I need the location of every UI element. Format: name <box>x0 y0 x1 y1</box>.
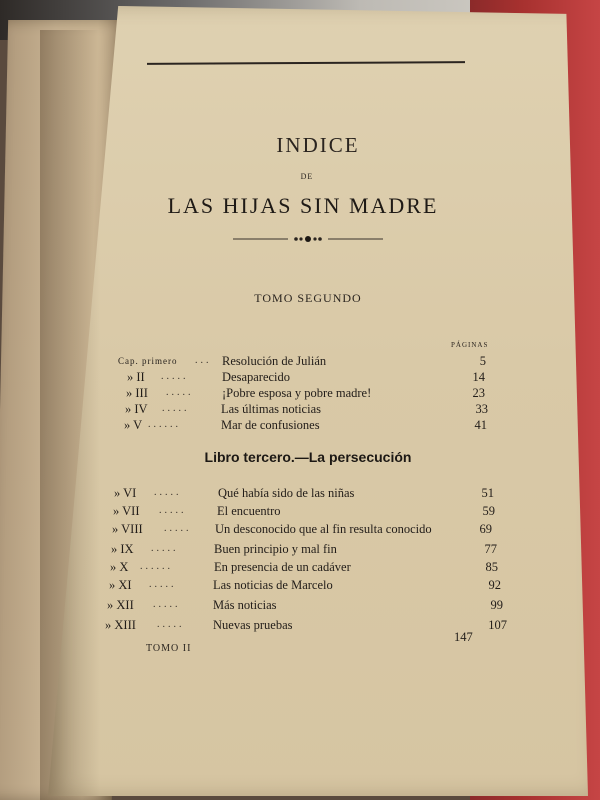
chapter-title: Más noticias <box>213 598 277 612</box>
chapter-label: » VIII <box>112 522 143 536</box>
toc-row <box>105 616 509 634</box>
book-title: LAS HIJAS SIN MADRE <box>167 193 439 218</box>
chapter-title: Las noticias de Marcelo <box>213 578 333 592</box>
footer-page-number: 147 <box>454 630 473 644</box>
leader-dots: ..... <box>159 505 187 516</box>
page-number: 33 <box>475 402 488 416</box>
chapter-label: » II <box>127 370 145 384</box>
leader-dots: ..... <box>153 599 181 610</box>
toc-row <box>124 416 496 434</box>
leader-dots: ...... <box>148 419 181 430</box>
chapter-label: » VI <box>114 486 137 500</box>
footer-volume: TOMO II <box>146 643 192 654</box>
chapter-title: Qué había sido de las niñas <box>218 486 355 500</box>
page-number: 5 <box>479 354 486 368</box>
chapter-label: » IV <box>125 402 148 416</box>
page-number: 107 <box>488 618 507 632</box>
leader-dots: ..... <box>166 387 194 398</box>
page-number: 99 <box>490 598 503 612</box>
leader-dots: ...... <box>140 561 173 572</box>
chapter-title: ¡Pobre esposa y pobre madre! <box>222 386 372 400</box>
chapter-title: Mar de confusiones <box>221 418 320 432</box>
toc-row <box>114 484 504 502</box>
toc-row <box>107 596 505 614</box>
chapter-label: » XII <box>107 598 134 612</box>
chapter-label: » V <box>124 418 143 432</box>
toc-row <box>109 576 503 594</box>
leader-dots: ... <box>195 355 212 366</box>
page-number: 59 <box>482 504 495 518</box>
chapter-title: Buen principio y mal fin <box>214 542 337 556</box>
leader-dots: ..... <box>149 579 177 590</box>
page-number: 85 <box>485 560 498 574</box>
chapter-title: Nuevas pruebas <box>213 618 293 632</box>
chapter-title: Resolución de Julián <box>222 354 327 368</box>
chapter-label: » X <box>110 560 129 574</box>
page-number: 77 <box>484 542 497 556</box>
page-number: 14 <box>472 370 485 384</box>
toc-row <box>113 502 503 520</box>
leader-dots: ..... <box>157 619 185 630</box>
book-section-heading: Libro tercero.—La persecución <box>204 449 412 465</box>
toc-row <box>112 520 502 538</box>
chapter-label: Cap. primero <box>118 356 178 366</box>
chapter-label: » VII <box>113 504 140 518</box>
volume-label: TOMO SEGUNDO <box>254 291 362 305</box>
page-number: 23 <box>472 386 485 400</box>
ornament-divider <box>233 232 383 246</box>
index-heading: INDICE <box>276 133 360 157</box>
chapter-label: » XI <box>109 578 132 592</box>
chapter-title: Desaparecido <box>222 370 291 384</box>
page-number: 41 <box>474 418 487 432</box>
leader-dots: ..... <box>162 403 190 414</box>
leader-dots: ..... <box>161 371 189 382</box>
toc-row <box>110 558 502 576</box>
page-number: 92 <box>488 578 501 592</box>
page-number: 69 <box>479 522 492 536</box>
toc-row <box>111 540 501 558</box>
chapter-title: Las últimas noticias <box>221 402 321 416</box>
chapter-title: Un desconocido que al fin resulta conocido <box>215 522 432 536</box>
leader-dots: ..... <box>151 543 179 554</box>
leader-dots: ..... <box>154 487 182 498</box>
chapter-label: » XIII <box>105 618 136 632</box>
leader-dots: ..... <box>164 523 192 534</box>
pages-column-header: PÁGINAS <box>451 341 489 349</box>
chapter-label: » III <box>126 386 148 400</box>
heading-de: DE <box>300 172 314 181</box>
chapter-title: En presencia de un cadáver <box>214 560 351 574</box>
chapter-title: El encuentro <box>217 504 281 518</box>
chapter-label: » IX <box>111 542 134 556</box>
page-number: 51 <box>481 486 494 500</box>
